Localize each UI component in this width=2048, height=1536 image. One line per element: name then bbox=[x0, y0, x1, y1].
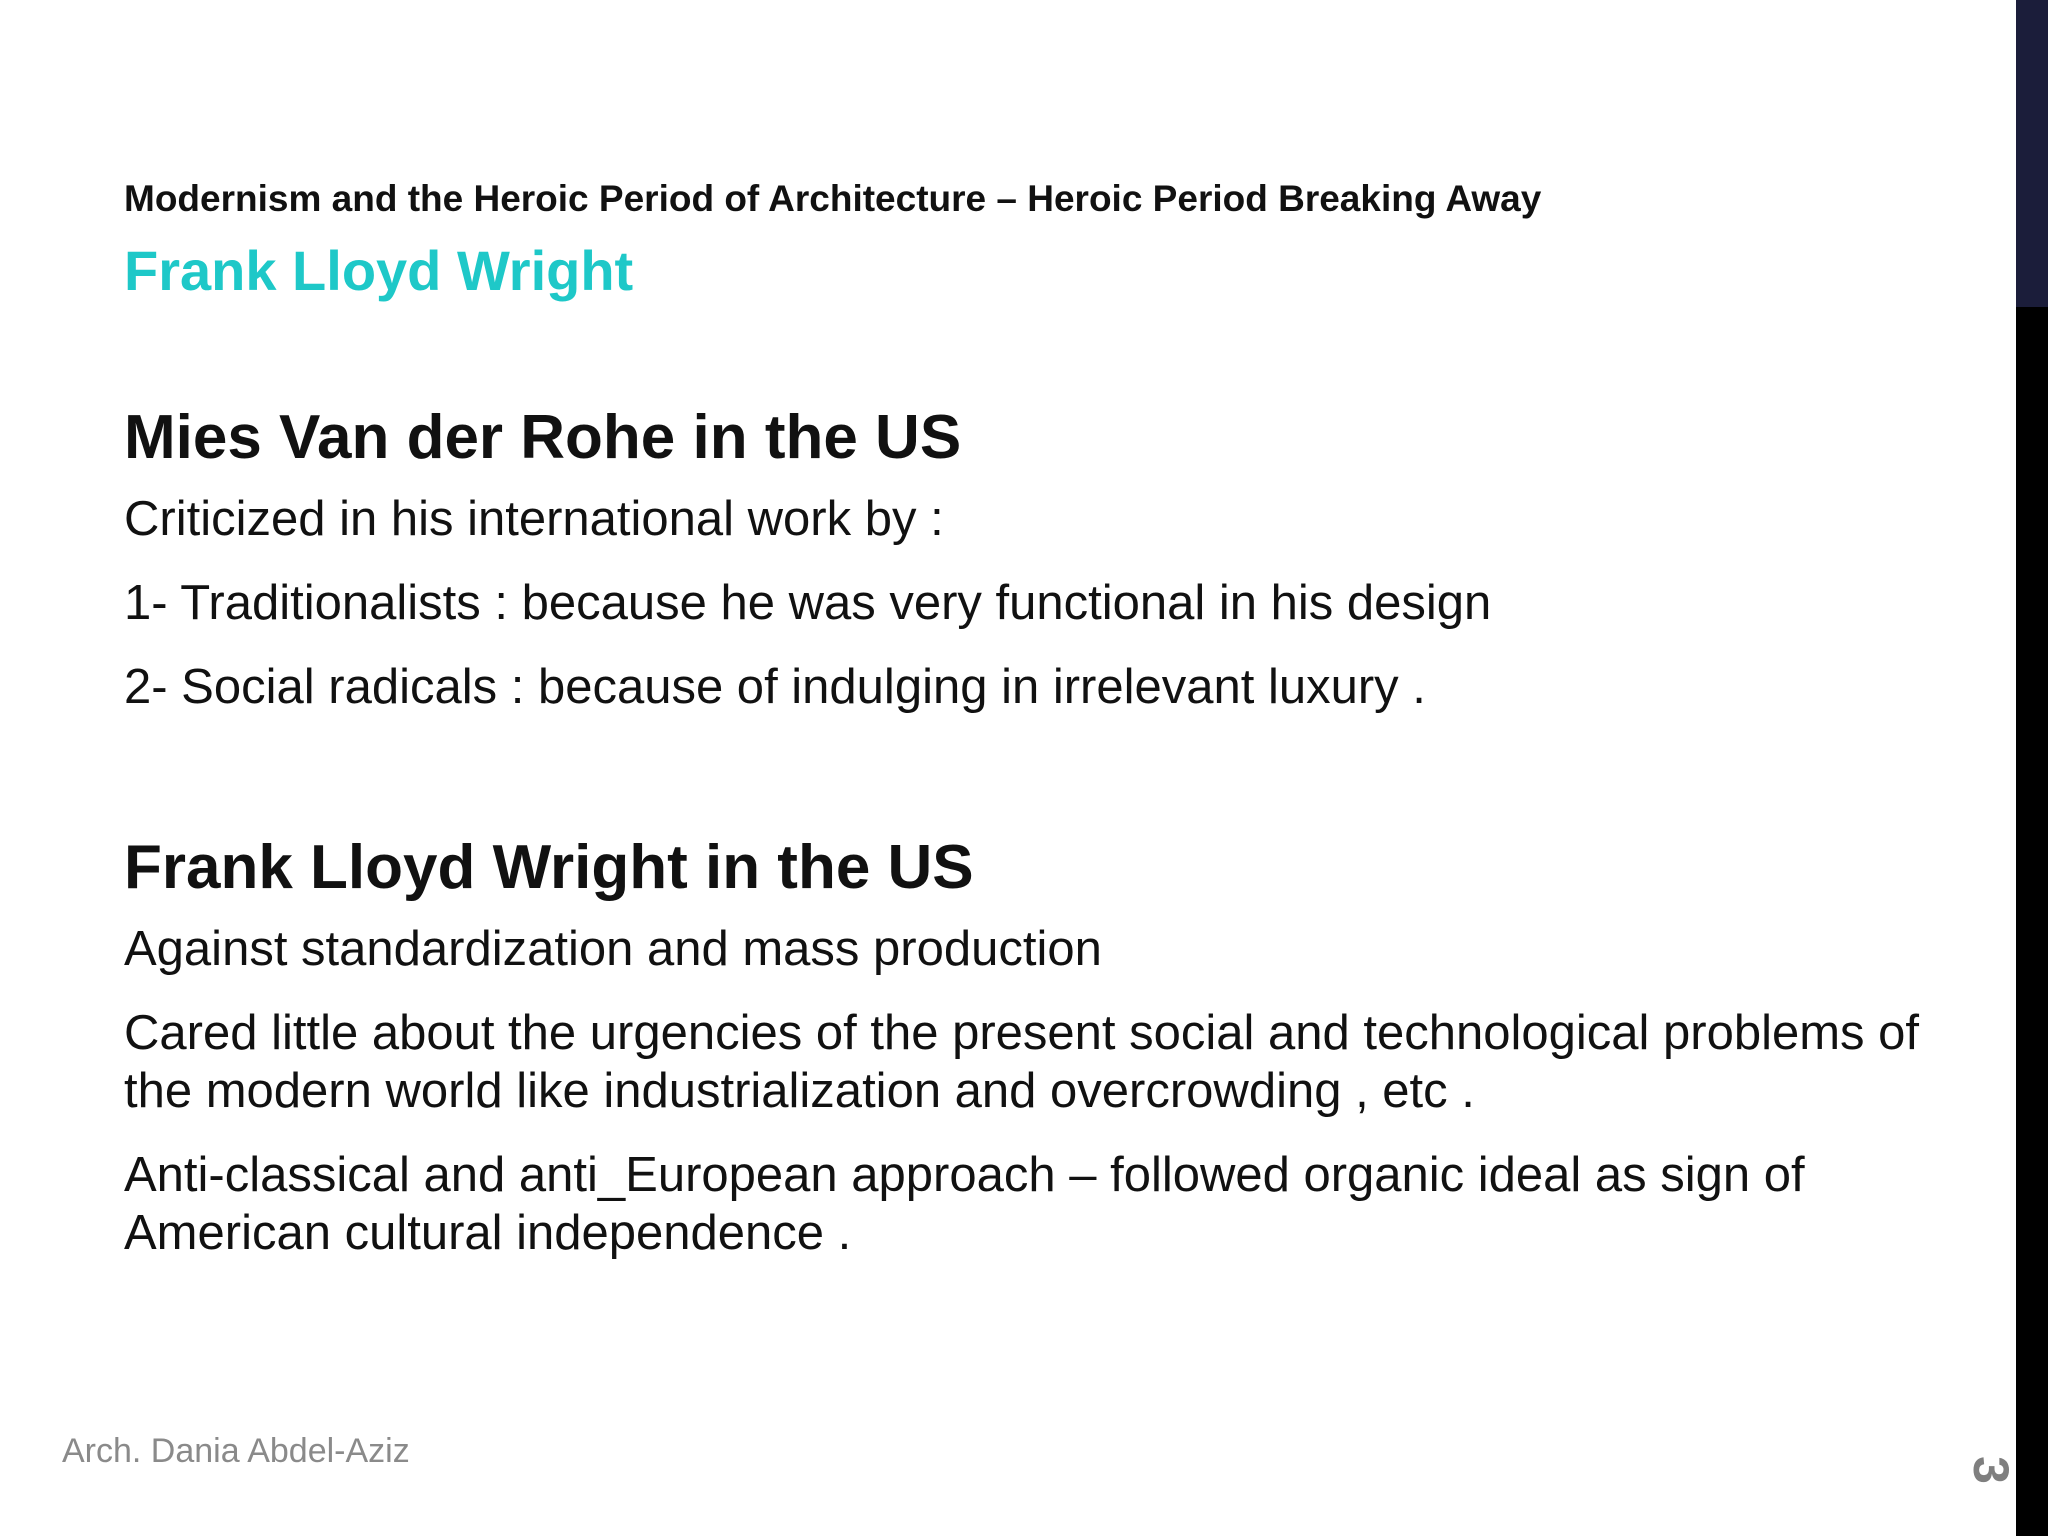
paragraph: Against standardization and mass production bbox=[124, 922, 1102, 976]
paragraph: 2- Social radicals : because of indulging in irrelevant luxury . bbox=[124, 660, 1426, 714]
paragraph: Criticized in his international work by : bbox=[124, 492, 944, 546]
sidebar-accent-top bbox=[2016, 0, 2048, 307]
section-spacer bbox=[124, 742, 1994, 830]
paragraph: Anti-classical and anti_European approach – followed organic ideal as sign of American cultural independence . bbox=[124, 1148, 1805, 1260]
paragraph: 1- Traditionalists : because he was very functional in his design bbox=[124, 576, 1492, 630]
page-number: 3 bbox=[1963, 1456, 2019, 1484]
slide-subtitle: Modernism and the Heroic Period of Architecture – Heroic Period Breaking Away bbox=[124, 178, 1542, 219]
footer-author: Arch. Dania Abdel-Aziz bbox=[62, 1432, 410, 1470]
slide-content bbox=[124, 400, 1994, 1288]
sidebar-accent-bottom bbox=[2016, 307, 2048, 1536]
slide-title: Frank Lloyd Wright bbox=[124, 239, 634, 302]
section-heading-wright: Frank Lloyd Wright in the US bbox=[124, 833, 974, 902]
paragraph: Cared little about the urgencies of the present social and technological problems of the modern world like industrialization and overcrowding , etc . bbox=[124, 1006, 1920, 1118]
section-heading-mies: Mies Van der Rohe in the US bbox=[124, 403, 962, 472]
